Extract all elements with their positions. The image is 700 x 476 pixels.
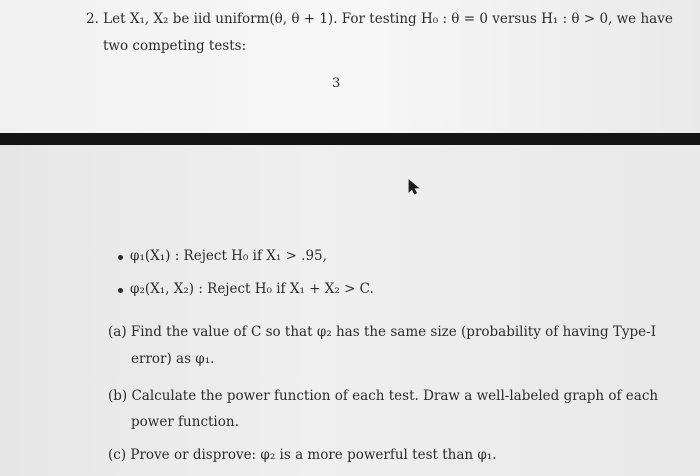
page-divider [0,133,700,145]
test-phi1: φ₁(X₁) : Reject H₀ if X₁ > .95, [130,248,327,264]
test-phi2: φ₂(X₁, X₂) : Reject H₀ if X₁ + X₂ > C. [130,281,374,297]
bullet-icon [118,288,123,293]
part-b-line-2: power function. [131,414,239,430]
problem-statement-line-1: 2. Let X₁, X₂ be iid uniform(θ, θ + 1). For testing H₀ : θ = 0 versus H₁ : θ > 0, we have [86,11,673,27]
bullet-icon [118,255,123,260]
page-bottom-section [0,145,700,476]
mouse-pointer-icon [408,179,420,195]
page-number: 3 [332,76,341,91]
part-a-line-2: error) as φ₁. [131,351,215,367]
problem-statement-line-2: two competing tests: [103,38,247,54]
part-c-line-1: (c) Prove or disprove: φ₂ is a more powerful test than φ₁. [108,447,497,463]
part-b-line-1: (b) Calculate the power function of each test. Draw a well-labeled graph of each [108,388,659,404]
part-a-line-1: (a) Find the value of C so that φ₂ has the same size (probability of having Type-I [108,324,657,340]
